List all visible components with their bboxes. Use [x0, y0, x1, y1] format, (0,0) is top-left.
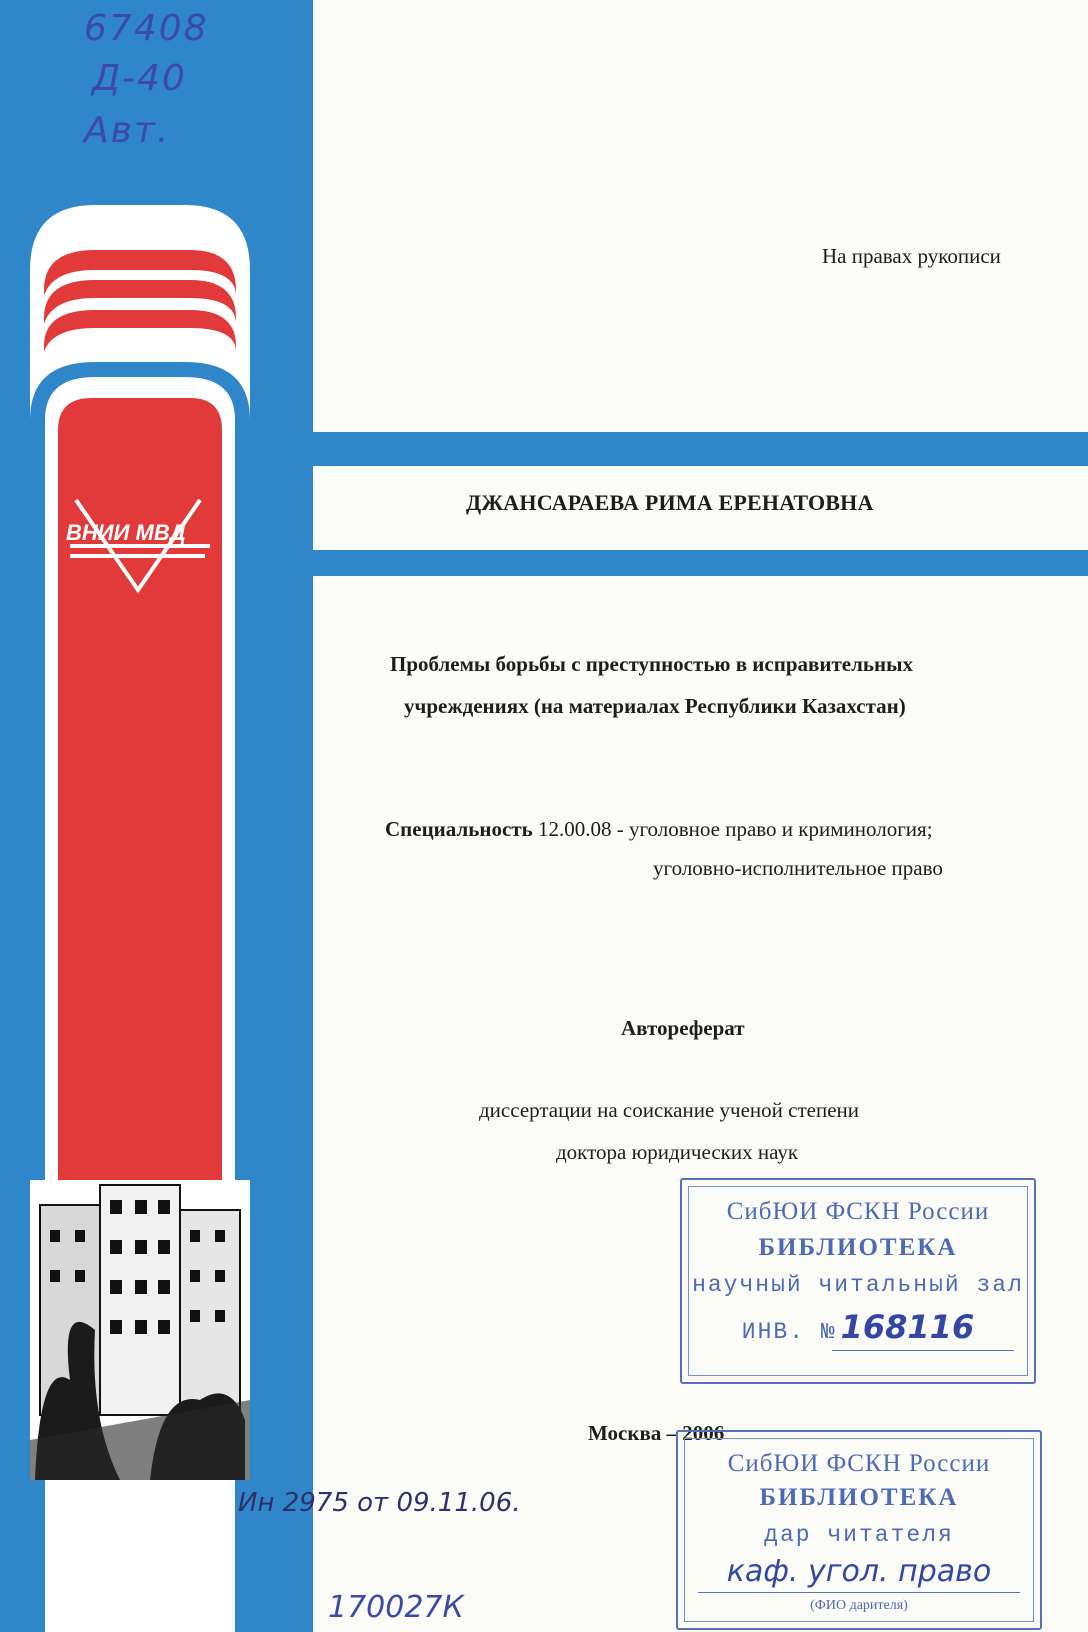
- city-year: Москва – 2006: [588, 1421, 725, 1445]
- stamp-org: СибЮИ ФСКН России: [727, 1450, 991, 1477]
- blue-stripe-bottom: [313, 550, 1088, 576]
- specialty-line-1: [385, 817, 933, 842]
- logo-red-column: [58, 398, 222, 1180]
- specialty-line-2: уголовно-исполнительное право: [653, 856, 943, 880]
- stamp-library: БИБЛИОТЕКА: [758, 1234, 958, 1261]
- publisher-logo-art: [0, 0, 313, 1632]
- building-illustration: [30, 1180, 250, 1480]
- specialty-code: 12.00.08 - уголовное право и криминология;: [532, 817, 933, 841]
- blue-stripe-top: [313, 432, 1088, 466]
- stamp-hall: научный читальный зал: [692, 1272, 1024, 1298]
- handwritten-code-1: 67408: [84, 8, 209, 49]
- logo-text: ВНИИ МВД: [66, 520, 186, 545]
- author-name: ДЖАНСАРАЕВА РИМА ЕРЕНАТОВНА: [466, 490, 874, 515]
- library-stamp-reading-room: [680, 1178, 1036, 1384]
- handwritten-registration: Ин 2975 от 09.11.06.: [238, 1488, 521, 1518]
- purpose-line-2: доктора юридических наук: [556, 1140, 799, 1164]
- library-stamp-donation: [676, 1430, 1042, 1630]
- manuscript-note: На правах рукописи: [822, 244, 1001, 268]
- handwritten-code-2: Д-40: [92, 58, 187, 99]
- thesis-title-line-1: Проблемы борьбы с преступностью в исправительных: [390, 652, 913, 676]
- stamp-org: СибЮИ ФСКН России: [726, 1198, 990, 1225]
- stamp-inv-number: 168116: [840, 1308, 975, 1346]
- document-type: Автореферат: [621, 1016, 745, 1040]
- thesis-title-line-2: учреждениях (на материалах Республики Казахстан): [404, 694, 906, 718]
- stamp-inventory-row: [682, 1308, 1034, 1346]
- purpose-line-1: диссертации на соискание ученой степени: [479, 1098, 859, 1122]
- stamp-donor-handwritten: каф. угол. право: [726, 1554, 992, 1589]
- stamp-inv-label: ИНВ. №: [741, 1319, 837, 1345]
- stamp-library: БИБЛИОТЕКА: [759, 1484, 959, 1511]
- handwritten-inventory-number: 170027К: [328, 1590, 464, 1625]
- handwritten-code-3: Авт.: [84, 110, 171, 151]
- stamp-donor-caption: (ФИО дарителя): [810, 1598, 908, 1613]
- stamp-gift: дар читателя: [764, 1522, 954, 1548]
- specialty-label: Специальность: [385, 817, 533, 841]
